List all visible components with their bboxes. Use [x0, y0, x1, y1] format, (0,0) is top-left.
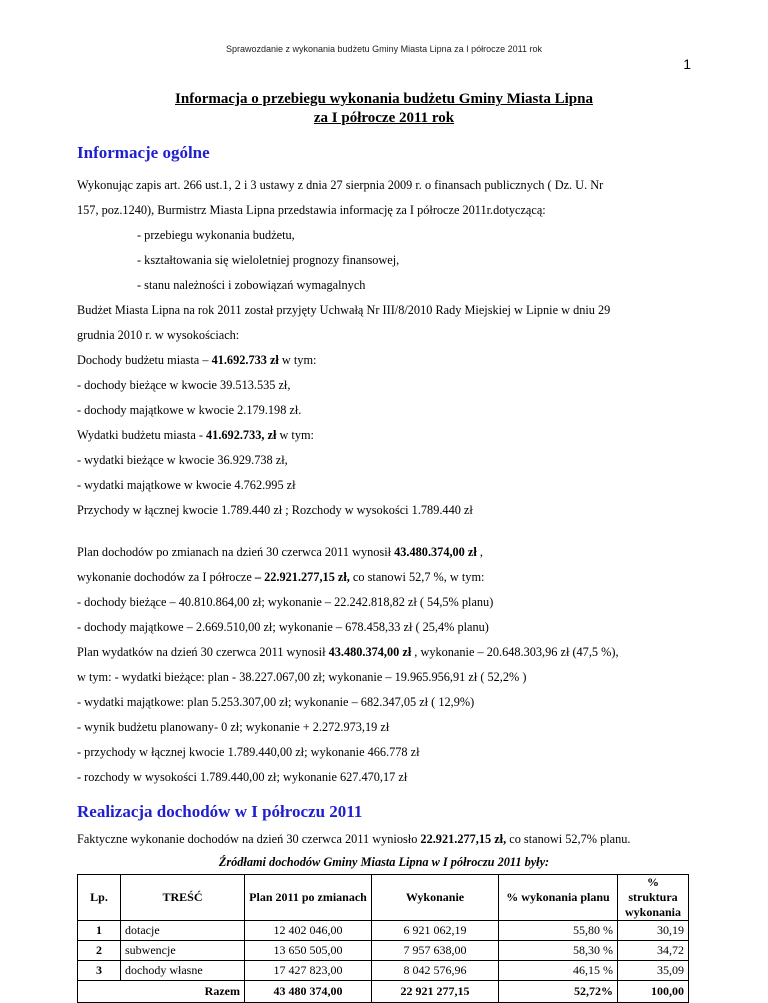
intro-line-1: Wykonując zapis art. 266 ust.1, 2 i 3 ustawy z dnia 27 sierpnia 2009 r. o finansach publicznych ( Dz. U. Nr	[77, 178, 604, 192]
bullet-1: - przebiegu wykonania budżetu,	[137, 228, 295, 242]
title-line-2: za I półrocze 2011 rok	[313, 110, 455, 126]
execution-line	[77, 570, 484, 584]
expense-total-line	[77, 428, 314, 442]
col-lp: Lp.	[78, 875, 121, 921]
cell-struct: 34,72	[618, 941, 689, 961]
exec-amount: – 22.921.277,15 zł,	[254, 570, 350, 584]
cell-plan: 17 427 823,00	[245, 961, 372, 981]
cell-tresc: dochody własne	[121, 961, 245, 981]
total-plan: 43 480 374,00	[245, 981, 372, 1003]
expense-current-line: - wydatki bieżące w kwocie 36.929.738 zł,	[77, 453, 288, 467]
income-amount: 41.692.733 zł	[211, 353, 279, 367]
title-line-1: Informacja o przebiegu wykonania budżetu Gminy Miasta Lipna	[175, 91, 593, 107]
outflows-exec-line: - rozchody w wysokości 1.789.440,00 zł; wykonanie 627.470,17 zł	[77, 770, 408, 784]
w-amount: 43.480.374,00 zł	[328, 645, 412, 659]
cell-exec: 6 921 062,19	[372, 921, 499, 941]
income-pre: Dochody budżetu miasta –	[77, 353, 212, 367]
revenues-line: Przychody w łącznej kwocie 1.789.440 zł ; Rozchody w wysokości 1.789.440 zł	[77, 503, 473, 517]
cell-pct: 55,80 %	[499, 921, 618, 941]
cell-exec: 8 042 576,96	[372, 961, 499, 981]
cell-plan: 13 650 505,00	[245, 941, 372, 961]
running-header: Sprawozdanie z wykonania budżetu Gminy Miasta Lipna za I półrocze 2011 rok	[225, 44, 542, 54]
exec-pre: wykonanie dochodów za I półrocze	[77, 570, 255, 584]
section-heading-realization: Realizacja dochodów w I półroczu 2011	[77, 802, 363, 821]
w-post: , wykonanie – 20.648.303,96 zł (47,5 %),	[411, 645, 619, 659]
expense-property-exec: - wydatki majątkowe: plan 5.253.307,00 zł; wykonanie – 682.347,05 zł ( 12,9%)	[77, 695, 475, 709]
table-row	[78, 921, 689, 941]
cell-lp: 3	[78, 961, 121, 981]
col-pct: % wykonania planu	[499, 875, 618, 921]
w-pre: Plan wydatków na dzień 30 czerwca 2011 wynosił	[77, 645, 329, 659]
cell-struct: 30,19	[618, 921, 689, 941]
cell-tresc: dotacje	[121, 921, 245, 941]
expense-pre: Wydatki budżetu miasta -	[77, 428, 207, 442]
page-number: 1	[683, 56, 691, 72]
cell-struct: 35,09	[618, 961, 689, 981]
income-current-exec: - dochody bieżące – 40.810.864,00 zł; wykonanie – 22.242.818,82 zł ( 54,5% planu)	[77, 595, 494, 609]
section-heading-general: Informacje ogólne	[77, 143, 210, 162]
cell-lp: 1	[78, 921, 121, 941]
income-sources-table	[77, 874, 689, 1003]
income-current-line: - dochody bieżące w kwocie 39.513.535 zł,	[77, 378, 291, 392]
plan-amount: 43.480.374,00 zł	[394, 545, 477, 559]
total-pct: 52,72%	[499, 981, 618, 1003]
real-pre: Faktyczne wykonanie dochodów na dzień 30 czerwca 2011 wyniosło	[77, 832, 421, 846]
col-exec: Wykonanie	[372, 875, 499, 921]
cell-tresc: subwencje	[121, 941, 245, 961]
real-post: co stanowi 52,7% planu.	[506, 832, 631, 846]
realization-text	[77, 832, 630, 846]
col-struct: % struktura wykonania	[618, 875, 689, 921]
total-struct: 100,00	[618, 981, 689, 1003]
revenues-exec-line: - przychody w łącznej kwocie 1.789.440,00 zł; wykonanie 466.778 zł	[77, 745, 420, 759]
expense-post: w tym:	[276, 428, 314, 442]
table-row	[78, 941, 689, 961]
col-tresc: TREŚĆ	[121, 875, 245, 921]
total-exec: 22 921 277,15	[372, 981, 499, 1003]
bullet-2: - kształtowania się wieloletniej prognozy finansowej,	[137, 253, 400, 267]
plan-expense-line	[77, 645, 619, 659]
table-caption: Źródłami dochodów Gminy Miasta Lipna w I półroczu 2011 były:	[218, 855, 550, 869]
cell-plan: 12 402 046,00	[245, 921, 372, 941]
col-plan: Plan 2011 po zmianach	[245, 875, 372, 921]
document-title	[0, 90, 768, 128]
expense-property-line: - wydatki majątkowe w kwocie 4.762.995 zł	[77, 478, 296, 492]
plan-post: ,	[476, 545, 483, 559]
plan-pre: Plan dochodów po zmianach na dzień 30 czerwca 2011 wynosił	[77, 545, 395, 559]
cell-pct: 58,30 %	[499, 941, 618, 961]
table-total-row	[78, 981, 689, 1003]
expense-current-exec: w tym: - wydatki bieżące: plan - 38.227.067,00 zł; wykonanie – 19.965.956,91 zł ( 52,2% )	[77, 670, 527, 684]
result-line: - wynik budżetu planowany- 0 zł; wykonanie + 2.272.973,19 zł	[77, 720, 390, 734]
income-property-line: - dochody majątkowe w kwocie 2.179.198 zł.	[77, 403, 302, 417]
intro-line-2: 157, poz.1240), Burmistrz Miasta Lipna przedstawia informację za I półrocze 2011r.dotyczącą:	[77, 203, 546, 217]
income-post: w tym:	[278, 353, 317, 367]
cell-exec: 7 957 638,00	[372, 941, 499, 961]
exec-post: co stanowi 52,7 %, w tym:	[349, 570, 485, 584]
plan-income-line	[77, 545, 483, 559]
expense-amount: 41.692.733, zł	[206, 428, 277, 442]
budget-line-2: grudnia 2010 r. w wysokościach:	[77, 328, 240, 342]
cell-lp: 2	[78, 941, 121, 961]
bullet-3: - stanu należności i zobowiązań wymagalnych	[137, 278, 366, 292]
total-label: Razem	[78, 981, 245, 1003]
income-property-exec: - dochody majątkowe – 2.669.510,00 zł; wykonanie – 678.458,33 zł ( 25,4% planu)	[77, 620, 489, 634]
cell-pct: 46,15 %	[499, 961, 618, 981]
budget-line-1: Budżet Miasta Lipna na rok 2011 został przyjęty Uchwałą Nr III/8/2010 Rady Miejskiej w Lipnie w dniu 29	[77, 303, 611, 317]
income-total-line	[77, 353, 316, 367]
table-row	[78, 961, 689, 981]
real-amount: 22.921.277,15 zł,	[420, 832, 507, 846]
